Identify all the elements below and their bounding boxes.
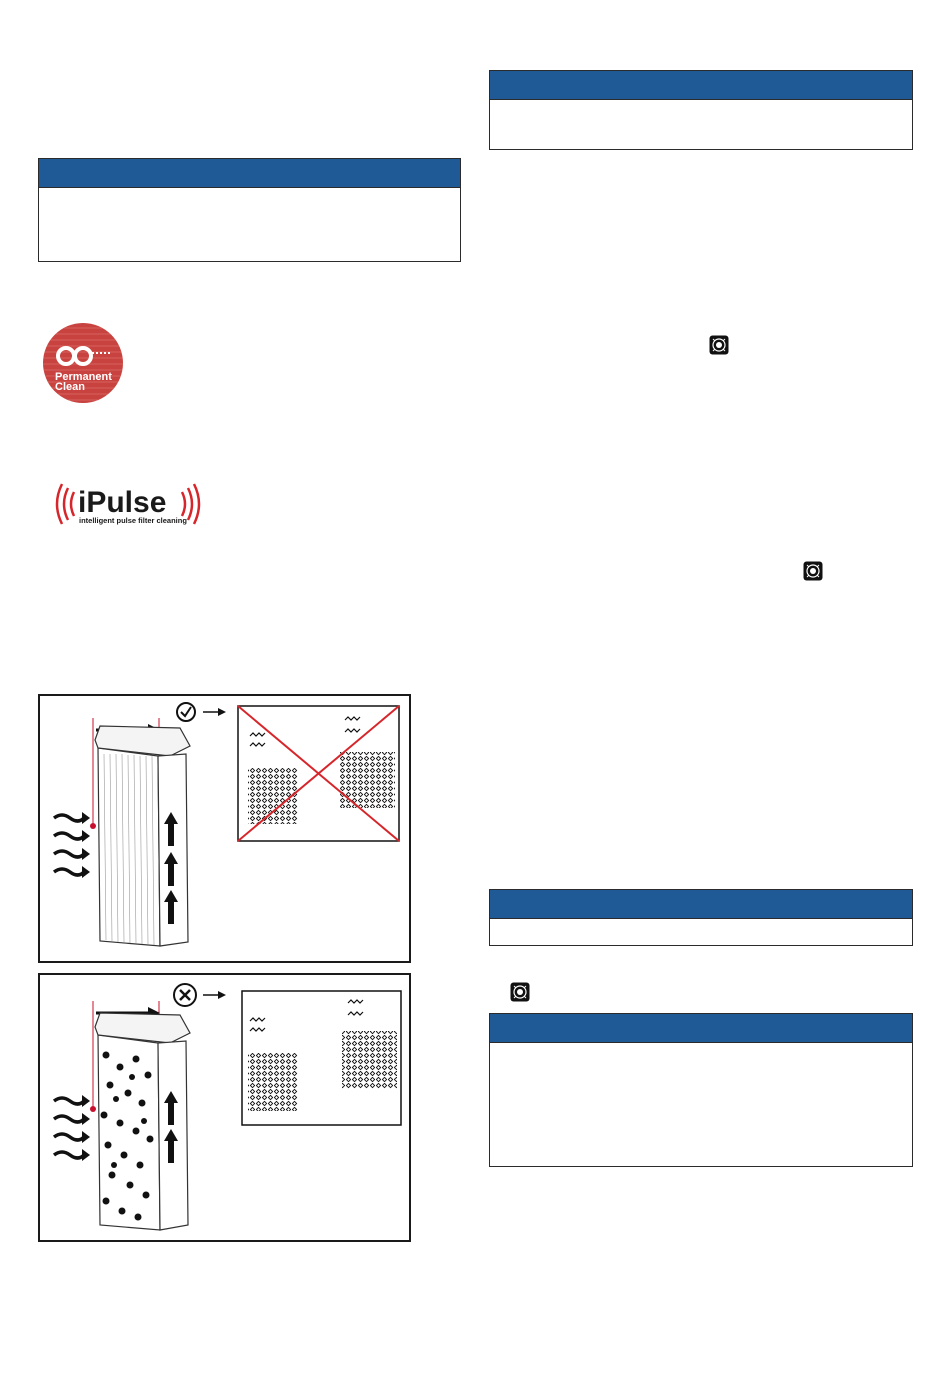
permanent-clean-line1: Permanent	[55, 371, 112, 383]
notice-header-bar	[490, 1014, 912, 1043]
figure-clogged-filter	[38, 973, 411, 1242]
figure-clean-filter	[38, 694, 411, 963]
filter-cleaning-icon	[510, 982, 530, 1002]
checkmark-circle-icon	[177, 703, 195, 721]
ipulse-logo	[50, 478, 206, 530]
notice-box-right-middle	[489, 889, 913, 946]
clean-filter-illustration	[40, 696, 409, 961]
notice-box-left-top	[38, 158, 461, 262]
ipulse-brand: iPulse	[78, 486, 167, 519]
notice-header-bar	[490, 890, 912, 919]
permanent-clean-line2: Clean	[55, 381, 85, 393]
filter-cleaning-icon	[709, 335, 729, 355]
notice-header-bar	[490, 71, 912, 100]
filter-cleaning-icon	[803, 561, 823, 581]
notice-header-bar	[39, 159, 460, 188]
pulse-waves-left-icon	[57, 484, 74, 524]
cross-circle-icon	[174, 984, 196, 1006]
permanent-clean-logo	[42, 322, 124, 404]
clogged-filter-illustration	[40, 975, 409, 1240]
notice-box-right-top	[489, 70, 913, 150]
notice-box-right-bottom	[489, 1013, 913, 1167]
ipulse-tagline: intelligent pulse filter cleaning	[79, 516, 187, 525]
